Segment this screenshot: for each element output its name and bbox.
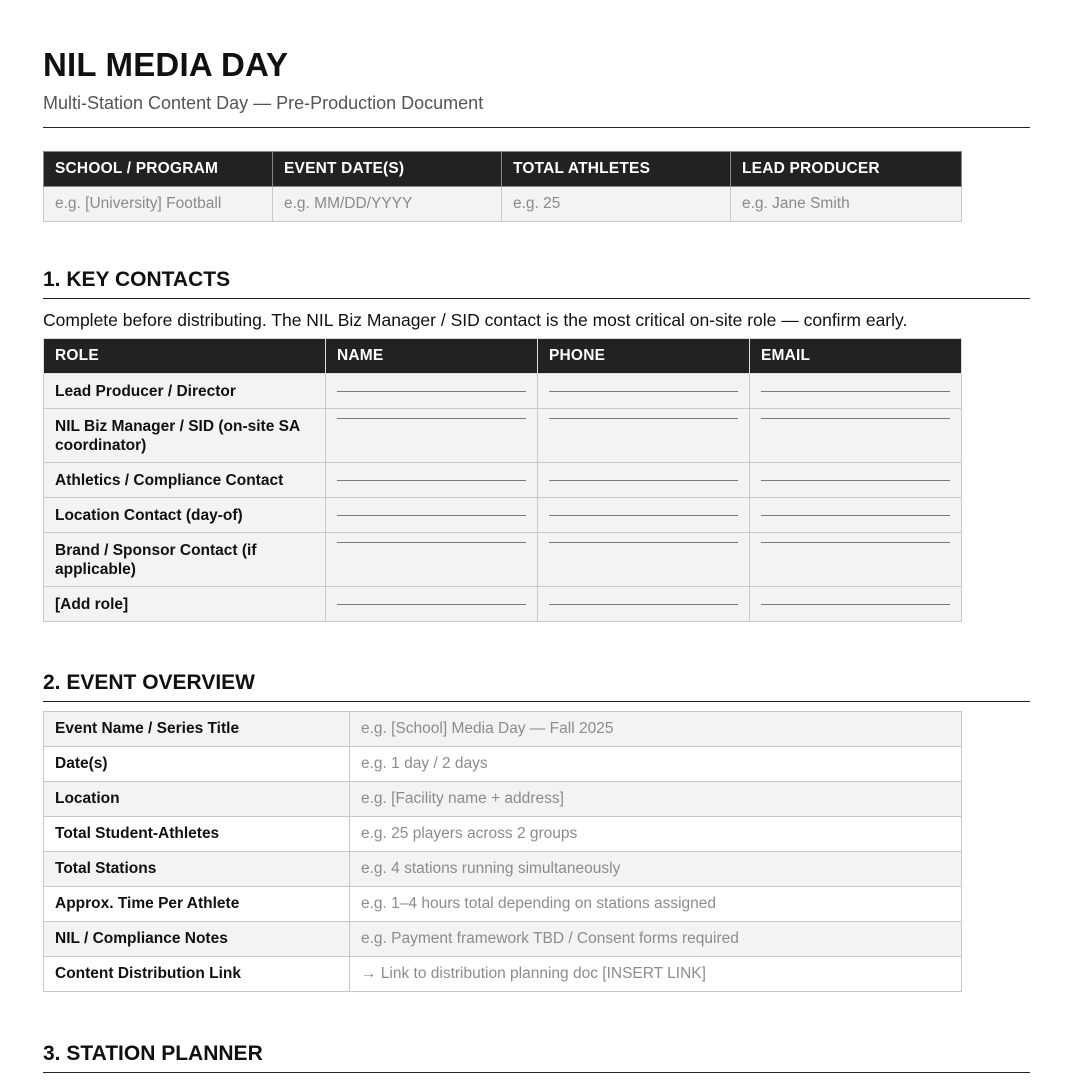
table-row [44, 409, 962, 463]
overview-label: Date(s) [44, 747, 350, 782]
contact-phone-field[interactable] [538, 533, 750, 587]
meta-col-total-athletes: TOTAL ATHLETES [502, 152, 731, 187]
table-row [44, 852, 962, 887]
overview-value-field[interactable]: e.g. 4 stations running simultaneously [350, 852, 962, 887]
section-heading-key-contacts: 1. KEY CONTACTS [43, 268, 231, 291]
overview-label: Location [44, 782, 350, 817]
event-overview-table [43, 711, 962, 992]
table-row [44, 498, 962, 533]
contacts-col-email: EMAIL [750, 339, 962, 374]
table-row [44, 782, 962, 817]
overview-value-field[interactable]: e.g. [Facility name + address] [350, 782, 962, 817]
meta-col-school-program: SCHOOL / PROGRAM [44, 152, 273, 187]
table-row [44, 533, 962, 587]
contact-email-field[interactable] [750, 463, 962, 498]
document-subtitle: Multi-Station Content Day — Pre-Production Document [43, 93, 484, 113]
table-row [44, 817, 962, 852]
contact-role-label: NIL Biz Manager / SID (on-site SA coordinator) [44, 409, 326, 463]
contact-role-label: Brand / Sponsor Contact (if applicable) [44, 533, 326, 587]
overview-label: Total Student-Athletes [44, 817, 350, 852]
contact-name-field[interactable] [326, 533, 538, 587]
section-divider [43, 298, 1030, 299]
meta-col-lead-producer: LEAD PRODUCER [731, 152, 962, 187]
key-contacts-table [43, 338, 962, 622]
contacts-col-name: NAME [326, 339, 538, 374]
event-dates-field[interactable]: e.g. MM/DD/YYYY [273, 187, 502, 222]
contact-phone-field[interactable] [538, 498, 750, 533]
contact-phone-field[interactable] [538, 409, 750, 463]
overview-value-field[interactable]: e.g. 1–4 hours total depending on stations assigned [350, 887, 962, 922]
school-program-field[interactable]: e.g. [University] Football [44, 187, 273, 222]
table-row [44, 957, 962, 992]
table-row [44, 463, 962, 498]
overview-label: Approx. Time Per Athlete [44, 887, 350, 922]
table-row [44, 747, 962, 782]
overview-label: Total Stations [44, 852, 350, 887]
document-title: NIL MEDIA DAY [43, 46, 289, 83]
contact-phone-field[interactable] [538, 374, 750, 409]
section-divider [43, 701, 1030, 702]
table-row [44, 887, 962, 922]
event-meta-table [43, 151, 962, 222]
contact-email-field[interactable] [750, 533, 962, 587]
contact-role-label: Lead Producer / Director [44, 374, 326, 409]
contacts-header-row [44, 339, 962, 374]
section-divider [43, 1072, 1030, 1073]
contact-role-label: Location Contact (day-of) [44, 498, 326, 533]
table-row [44, 374, 962, 409]
lead-producer-field[interactable]: e.g. Jane Smith [731, 187, 962, 222]
contact-email-field[interactable] [750, 587, 962, 622]
total-athletes-field[interactable]: e.g. 25 [502, 187, 731, 222]
contact-role-label: [Add role] [44, 587, 326, 622]
contacts-col-role: ROLE [44, 339, 326, 374]
contact-email-field[interactable] [750, 498, 962, 533]
section-heading-station-planner: 3. STATION PLANNER [43, 1042, 263, 1065]
contact-phone-field[interactable] [538, 463, 750, 498]
overview-value-field[interactable]: e.g. [School] Media Day — Fall 2025 [350, 712, 962, 747]
table-row [44, 587, 962, 622]
contact-email-field[interactable] [750, 374, 962, 409]
contact-name-field[interactable] [326, 409, 538, 463]
contact-phone-field[interactable] [538, 587, 750, 622]
table-row [44, 922, 962, 957]
contact-email-field[interactable] [750, 409, 962, 463]
overview-value-field[interactable]: e.g. 1 day / 2 days [350, 747, 962, 782]
overview-label: Event Name / Series Title [44, 712, 350, 747]
title-divider [43, 127, 1030, 128]
key-contacts-note: Complete before distributing. The NIL Biz Manager / SID contact is the most critical on-site role — confirm early. [43, 310, 908, 330]
contact-name-field[interactable] [326, 374, 538, 409]
overview-label: Content Distribution Link [44, 957, 350, 992]
meta-header-row [44, 152, 962, 187]
section-heading-event-overview: 2. EVENT OVERVIEW [43, 671, 255, 694]
contact-role-label: Athletics / Compliance Contact [44, 463, 326, 498]
contact-name-field[interactable] [326, 587, 538, 622]
contact-name-field[interactable] [326, 498, 538, 533]
distribution-link[interactable]: → Link to distribution planning doc [INSERT LINK] [350, 957, 962, 992]
overview-value-field[interactable]: e.g. 25 players across 2 groups [350, 817, 962, 852]
meta-value-row [44, 187, 962, 222]
contact-name-field[interactable] [326, 463, 538, 498]
overview-value-field[interactable]: e.g. Payment framework TBD / Consent forms required [350, 922, 962, 957]
contacts-col-phone: PHONE [538, 339, 750, 374]
meta-col-event-dates: EVENT DATE(S) [273, 152, 502, 187]
overview-label: NIL / Compliance Notes [44, 922, 350, 957]
table-row [44, 712, 962, 747]
